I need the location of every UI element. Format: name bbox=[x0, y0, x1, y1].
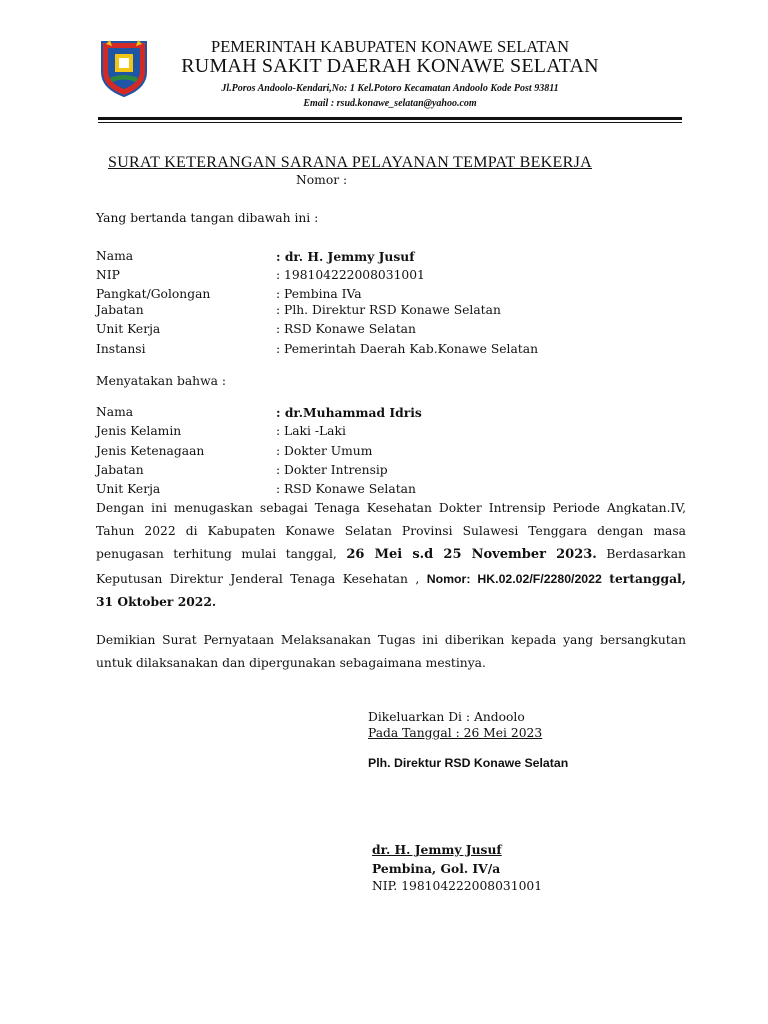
body-line bbox=[96, 547, 686, 562]
field-value: : dr.Muhammad Idris bbox=[276, 405, 422, 420]
signatory-name: dr. H. Jemmy Jusuf bbox=[372, 842, 502, 857]
field-label: Jenis Ketenagaan bbox=[96, 444, 205, 458]
intro-text: Yang bertanda tangan dibawah ini : bbox=[96, 211, 319, 225]
field-label: Unit Kerja bbox=[96, 482, 161, 496]
signatory-nip: NIP. 198104222008031001 bbox=[372, 879, 543, 893]
field-label: Jenis Kelamin bbox=[96, 424, 182, 438]
field-label: Jabatan bbox=[96, 303, 144, 317]
body-text: Berdasarkan bbox=[606, 547, 686, 561]
field-value: : Plh. Direktur RSD Konawe Selatan bbox=[276, 303, 501, 317]
signatory-position: Plh. Direktur RSD Konawe Selatan bbox=[368, 756, 569, 770]
field-label: Pangkat/Golongan bbox=[96, 287, 211, 301]
document-number: Nomor : bbox=[296, 173, 348, 187]
field-value: : Pembina IVa bbox=[276, 287, 362, 301]
decree-date: 31 Oktober 2022. bbox=[96, 594, 217, 609]
body-line: Tahun 2022 di Kabupaten Konawe Selatan Provinsi Sulawesi Tenggara dengan masa bbox=[96, 524, 686, 538]
signatory-rank: Pembina, Gol. IV/a bbox=[372, 861, 501, 876]
closing-line: untuk dilaksanakan dan dipergunakan sebagaimana mestinya. bbox=[96, 656, 486, 670]
body-text: tertanggal, bbox=[609, 571, 686, 586]
assignment-period: 26 Mei s.d 25 November 2023. bbox=[346, 547, 597, 562]
letterhead-address: Jl.Poros Andoolo-Kendari,No: 1 Kel.Potoro Kecamatan Andoolo Kode Post 93811 bbox=[221, 83, 559, 94]
declaration-text: Menyatakan bahwa : bbox=[96, 374, 226, 388]
regency-emblem-logo bbox=[98, 38, 150, 98]
body-text: penugasan terhitung mulai tanggal, bbox=[96, 547, 347, 561]
issued-place: Dikeluarkan Di : Andoolo bbox=[368, 710, 525, 724]
letterhead-divider-thick bbox=[98, 117, 682, 120]
field-label: Instansi bbox=[96, 342, 146, 356]
letterhead-email: Email : rsud.konawe_selatan@yahoo.com bbox=[303, 98, 477, 109]
field-label: Unit Kerja bbox=[96, 322, 161, 336]
field-value: : Laki -Laki bbox=[276, 424, 346, 438]
field-value: : 198104222008031001 bbox=[276, 268, 425, 282]
closing-line: Demikian Surat Pernyataan Melaksanakan Tugas ini diberikan kepada yang bersangkutan bbox=[96, 633, 686, 647]
field-label: NIP bbox=[96, 268, 120, 282]
field-value: : dr. H. Jemmy Jusuf bbox=[276, 249, 415, 264]
document-title: SURAT KETERANGAN SARANA PELAYANAN TEMPAT BEKERJA bbox=[108, 154, 592, 171]
field-label: Nama bbox=[96, 249, 134, 263]
letterhead-government: PEMERINTAH KABUPATEN KONAWE SELATAN bbox=[211, 37, 569, 56]
body-line bbox=[96, 571, 686, 586]
field-label: Jabatan bbox=[96, 463, 144, 477]
body-line: Dengan ini menugaskan sebagai Tenaga Kesehatan Dokter Intrensip Periode Angkatan.IV, bbox=[96, 501, 686, 515]
field-value: : Pemerintah Daerah Kab.Konawe Selatan bbox=[276, 342, 539, 356]
field-value: : Dokter Umum bbox=[276, 444, 373, 458]
field-value: : RSD Konawe Selatan bbox=[276, 482, 416, 496]
issued-date: Pada Tanggal : 26 Mei 2023 bbox=[368, 726, 543, 740]
decree-number: Nomor: HK.02.02/F/2280/2022 bbox=[426, 572, 602, 586]
body-text: Keputusan Direktur Jenderal Tenaga Kesehatan , bbox=[96, 572, 427, 586]
field-value: : Dokter Intrensip bbox=[276, 463, 388, 477]
letterhead-divider-thin bbox=[98, 122, 682, 123]
field-value: : RSD Konawe Selatan bbox=[276, 322, 416, 336]
field-label: Nama bbox=[96, 405, 134, 419]
letterhead-hospital: RUMAH SAKIT DAERAH KONAWE SELATAN bbox=[181, 55, 599, 77]
